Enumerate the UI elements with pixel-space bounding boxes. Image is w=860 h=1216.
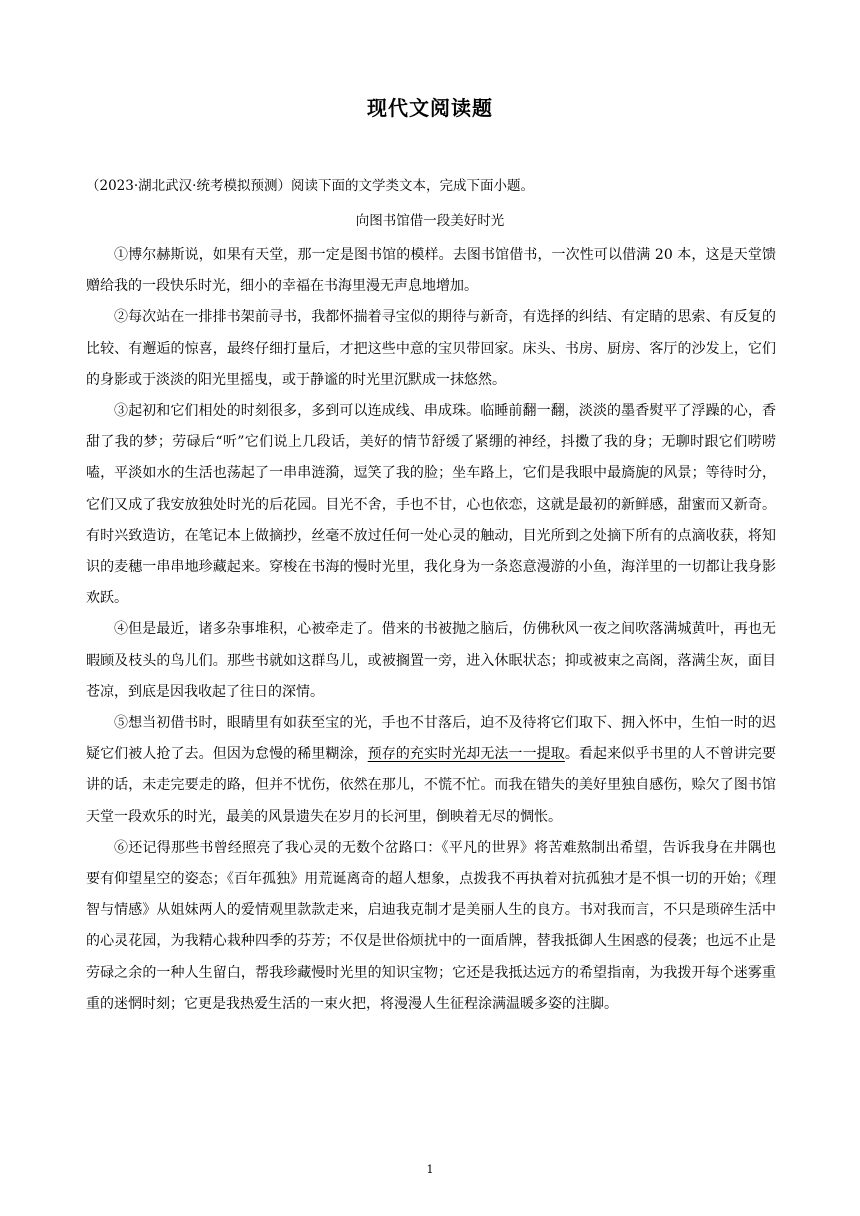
- paragraph-5-before: ⑤想当初借书时，眼睛里有如获至宝的光，手也不甘落后，迫不及待将它们取下、拥入怀中，生怕一时的迟疑它们被人抢了去。但因为怠慢的稀里糊涂，: [86, 715, 776, 763]
- passage-body: [86, 240, 776, 1020]
- question-source-line: （2023·湖北武汉·统考模拟预测）阅读下面的文学类文本，完成下面小题。: [86, 178, 534, 194]
- paragraph-1: ①博尔赫斯说，如果有天堂，那一定是图书馆的模样。去图书馆借书，一次性可以借满 20 本，这是天堂馈赠给我的一段快乐时光，细小的幸福在书海里漫无声息地增加。: [86, 247, 776, 295]
- page-number: 1: [426, 1163, 434, 1176]
- paragraph-6: ⑥还记得那些书曾经照亮了我心灵的无数个岔路口：《平凡的世界》将苦难熬制出希望，告诉我身在井隅也要有仰望星空的姿态；《百年孤独》用荒诞离奇的超人想象，点拨我不再执着对抗孤独才是不惧一切的开始；《理智与情感》从姐妹两人的爱情观里款款走来，启迪我克制才是美丽人生的良方。书对我而言，不只是琐碎生活中的心灵花园，为我精心栽种四季的芬芳；不仅是世俗烦扰中的一面盾牌，替我抵御人生困惑的侵袭；也远不止是劳碌之余的一种人生留白，帮我珍藏慢时光里的知识宝物；它还是我抵达远方的希望指南，为我拨开每个迷雾重重的迷惘时刻；它更是我热爱生活的一束火把，将漫漫人生征程涂满温暖多姿的注脚。: [86, 839, 776, 1012]
- passage-title: 向图书馆借一段美好时光: [355, 213, 505, 229]
- paragraph-4: ④但是最近，诸多杂事堆积，心被牵走了。借来的书被抛之脑后，仿佛秋风一夜之间吹落满城黄叶，再也无暇顾及枝头的鸟儿们。那些书就如这群鸟儿，或被搁置一旁，进入休眠状态；抑或被束之高阁，落满尘灰，面目苍凉，到底是因我收起了往日的深情。: [86, 621, 776, 700]
- page-title: 现代文阅读题: [367, 96, 493, 120]
- underlined-sentence: 预存的充实时光却无法一一提取: [367, 746, 565, 763]
- paragraph-3: ③起初和它们相处的时刻很多，多到可以连成线、串成珠。临睡前翻一翻，淡淡的墨香熨平了浮躁的心，香甜了我的梦；劳碌后“听”它们说上几段话，美好的情节舒缓了紧绷的神经，抖擞了我的身；无聊时跟它们唠唠嗑，平淡如水的生活也荡起了一串串涟漪，逗笑了我的脸；坐车路上，它们是我眼中最旖旎的风景；等待时分，它们又成了我安放独处时光的后花园。目光不舍，手也不甘，心也依恋，这就是最初的新鲜感，甜蜜而又新奇。有时兴致造访，在笔记本上做摘抄，丝毫不放过任何一处心灵的触动，目光所到之处摘下所有的点滴收获，将知识的麦穗一串串地珍藏起来。穿梭在书海的慢时光里，我化身为一条恣意漫游的小鱼，海洋里的一切都让我身影欢跃。: [86, 403, 776, 607]
- paragraph-5: [86, 708, 776, 833]
- paragraph-2: ②每次站在一排排书架前寻书，我都怀揣着寻宝似的期待与新奇，有选择的纠结、有定睛的思索、有反复的比较、有邂逅的惊喜，最终仔细打量后，才把这些中意的宝贝带回家。床头、书房、厨房、客厅的沙发上，它们的身影或于淡淡的阳光里摇曳，或于静谧的时光里沉默成一抹悠然。: [86, 309, 776, 388]
- paragraph-5-after: 。看起来似乎书里的人不曾讲完要讲的话，未走完要走的路，但并不忧伤，依然在那儿，不慌不忙。而我在错失的美好里独自感伤，赊欠了图书馆天堂一段欢乐的时光，最美的风景遗失在岁月的长河里，倒映着无尽的惆怅。: [86, 746, 777, 825]
